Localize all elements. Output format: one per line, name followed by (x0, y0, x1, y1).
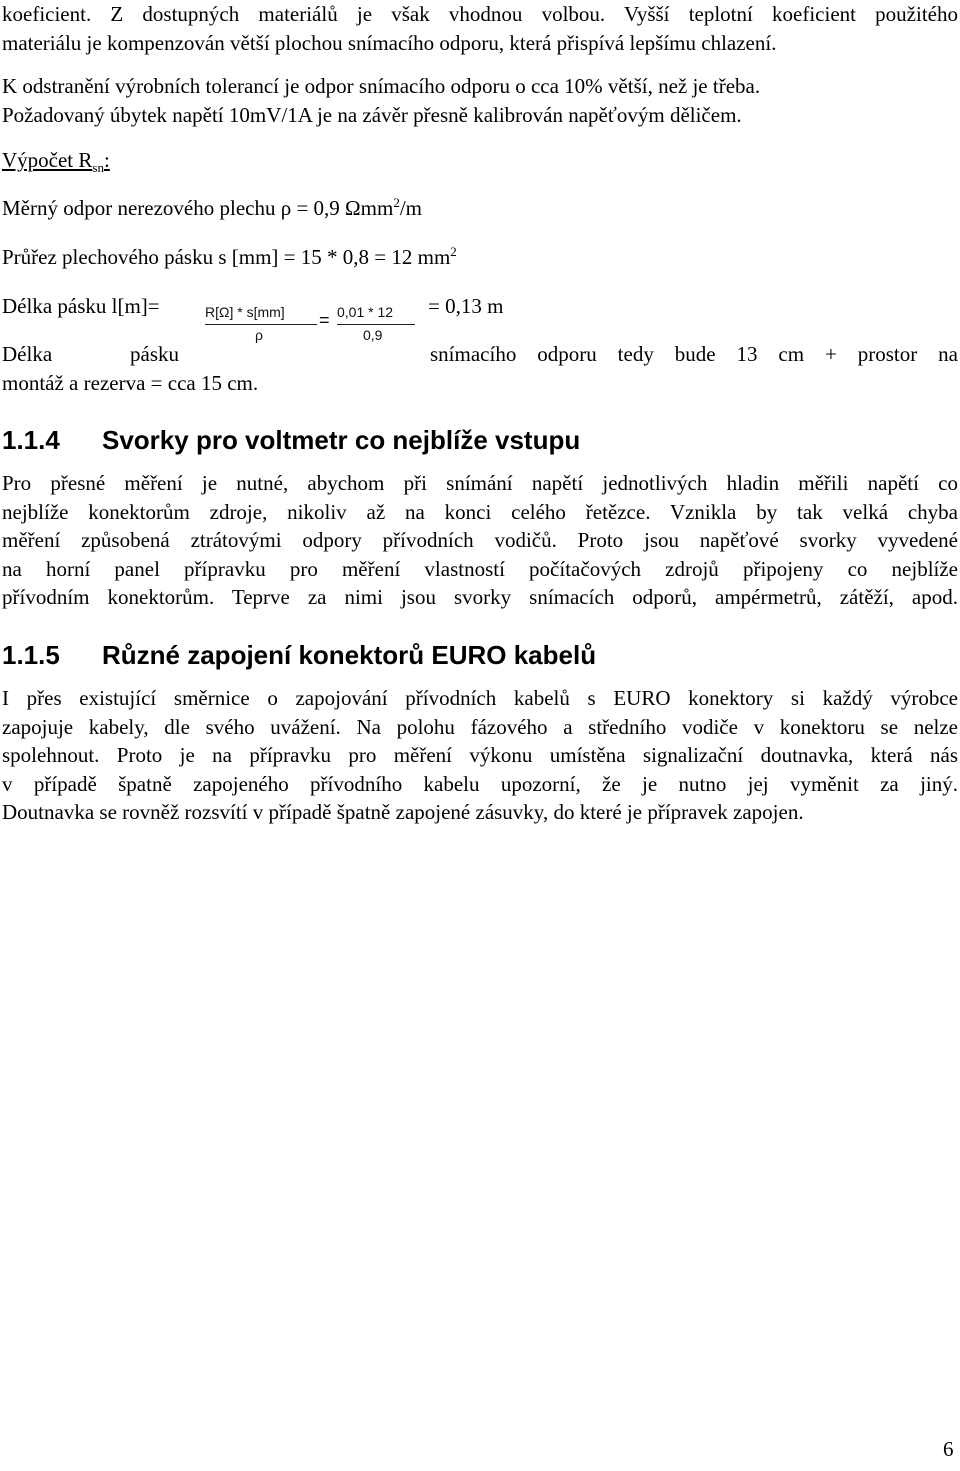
section-heading-1-1-5 (2, 640, 596, 670)
formula-right-denominator: 0,9 (363, 327, 383, 343)
section-title: Svorky pro voltmetr co nejblíže vstupu (102, 425, 581, 455)
final-word-2: pásku (130, 342, 179, 366)
text-line: přívodním konektorům. Teprve za nimi jsou svorky snímacích odporů, ampérmetrů, zátěží, apod. (2, 585, 958, 609)
section-number: 1.1.4 (2, 425, 60, 455)
text-line: I přes existující směrnice o zapojování přívodních kabelů s EURO konektory si každý výrobce (2, 686, 958, 710)
text-line: v případě špatně zapojeného přívodního kabelu upozorní, že je nutno jej vyměnit za jiný. (2, 771, 958, 796)
length-label: Délka pásku l[m]= (2, 294, 160, 318)
section-title: Různé zapojení konektorů EURO kabelů (102, 640, 597, 670)
text-line: nejblíže konektorům zdroje, nikoliv až na konci celého řetězce. Vznikla by tak velká chyba (2, 499, 958, 524)
section-heading-1-1-4 (2, 425, 580, 455)
text-line: zapojuje kabely, dle svého uvážení. Na polohu fázového a středního vodiče v konektoru se nelze (2, 714, 958, 739)
fraction-bar (205, 324, 317, 325)
paragraph-intro (2, 0, 958, 57)
final-word-1: Délka (2, 342, 53, 366)
resistivity-line: Měrný odpor nerezového plechu ρ = 0,9 Ωmm$^2$/m (2, 195, 423, 220)
text-line: spolehnout. Proto je na přípravku pro měření výkonu umístěna signalizační doutnavka, která nás (2, 743, 958, 767)
final-rest: snímacího odporu tedy bude 13 cm + prostor na (430, 342, 958, 366)
formula-left-denominator: ρ (255, 327, 263, 343)
calc-heading (2, 146, 958, 175)
text-line: K odstranění výrobních tolerancí je odpor snímacího odporu o cca 10% větší, než je třeba. (2, 74, 761, 98)
length-result: = 0,13 m (428, 294, 504, 318)
text-line: Požadovaný úbytek napětí 10mV/1A je na závěr přesně kalibrován napěťovým děličem. (2, 102, 742, 127)
paragraph-euro-cables (2, 684, 958, 827)
text-line: koeficient. Z dostupných materiálů je však vhodnou volbou. Vyšší teplotní koeficient použitého (2, 2, 958, 26)
section-number: 1.1.5 (2, 640, 60, 670)
paragraph-voltmeter (2, 469, 958, 612)
calc-heading-text: Výpočet $R_{sn}$: (2, 148, 110, 176)
text-line: na horní panel přípravku pro měření vlastností počítačových zdrojů připojeny co nejblíže (2, 556, 958, 581)
text-line: materiálu je kompenzován větší plochou snímacího odporu, která přispívá lepšímu chlazení. (2, 30, 777, 55)
paragraph-tolerance (2, 72, 958, 129)
formula-left-numerator: R[Ω] * s[mm] (205, 304, 285, 320)
page-number: 6 (943, 1437, 954, 1461)
crosssection-line: Průřez plechového pásku s [mm] = 15 * 0,8 = 12 $mm^2$ (2, 244, 457, 269)
text-line: Pro přesné měření je nutné, abychom při snímání napětí jednotlivých hladin měřili napětí co (2, 471, 958, 495)
text-line: Doutnavka se rovněž rozsvítí v případě špatně zapojené zásuvky, do které je přípravek zapojen. (2, 800, 804, 824)
final-line-2: montáž a rezerva = cca 15 cm. (2, 371, 259, 395)
length-formula (205, 302, 417, 352)
formula-right-numerator: 0,01 * 12 (337, 304, 394, 320)
text-line: měření způsobená ztrátovými odpory přívodních vodičů. Proto jsou napěťové svorky vyvedené (2, 528, 958, 552)
fraction-bar (337, 324, 415, 325)
formula-equals: = (319, 310, 330, 330)
